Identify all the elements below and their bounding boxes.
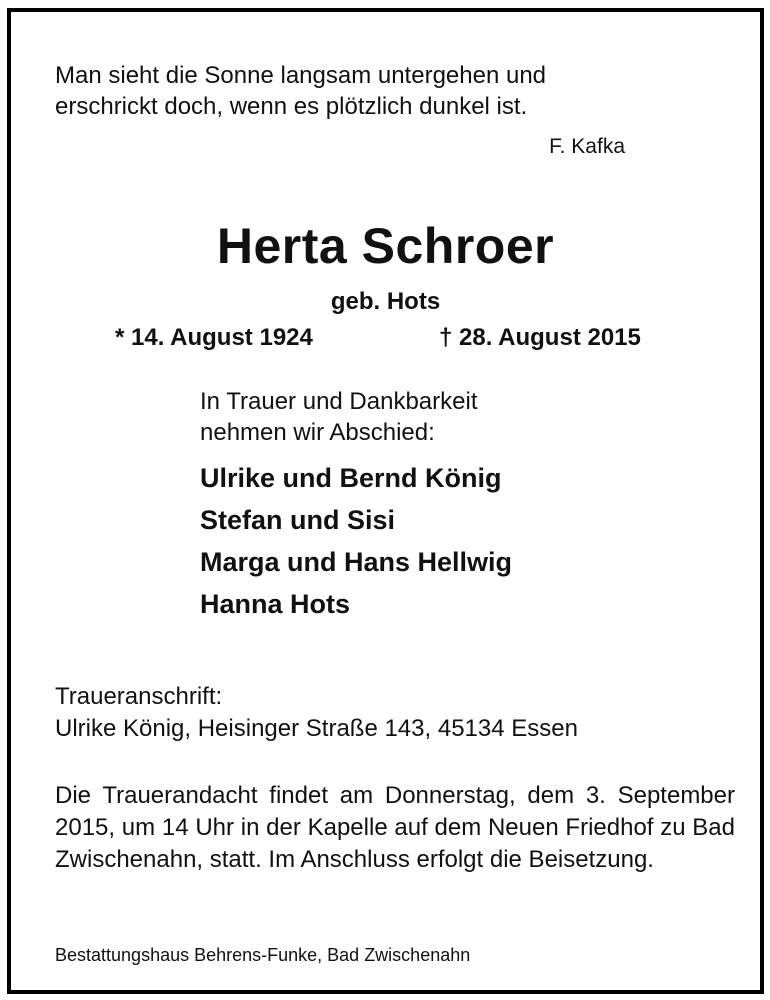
mourners-list [200,457,512,625]
intro-line: nehmen wir Abschied: [200,419,435,446]
mourner: Ulrike und Bernd König [200,463,502,493]
maiden-name: geb. Hots [330,288,441,315]
address-label: Traueranschrift: [55,683,223,710]
mourning-intro [200,386,478,448]
service-details: Die Trauerandacht findet am Donnerstag, dem 3. September 2015, um 14 Uhr in der Kapelle auf dem Neuen Friedhof zu Bad Zwischenahn, statt. Im Anschluss erfolgt die Beisetzung. [55,782,735,873]
mourner: Hanna Hots [200,589,351,619]
funeral-home: Bestattungshaus Behrens-Funke, Bad Zwischenahn [55,945,471,965]
quote-author: F. Kafka [549,135,625,158]
obituary-notice [7,8,764,994]
mourner: Stefan und Sisi [200,505,396,535]
mourning-address: Ulrike König, Heisinger Straße 143, 45134 Essen [55,715,578,742]
quote-line: erschrickt doch, wenn es plötzlich dunkel ist. [55,93,528,120]
deceased-name: Herta Schroer [216,218,555,274]
intro-line: In Trauer und Dankbarkeit [200,388,478,415]
birth-date: * 14. August 1924 [115,324,313,351]
kafka-quote [55,60,546,122]
quote-line: Man sieht die Sonne langsam untergehen und [55,62,547,89]
mourner: Marga und Hans Hellwig [200,547,513,577]
death-date: † 28. August 2015 [439,324,641,351]
